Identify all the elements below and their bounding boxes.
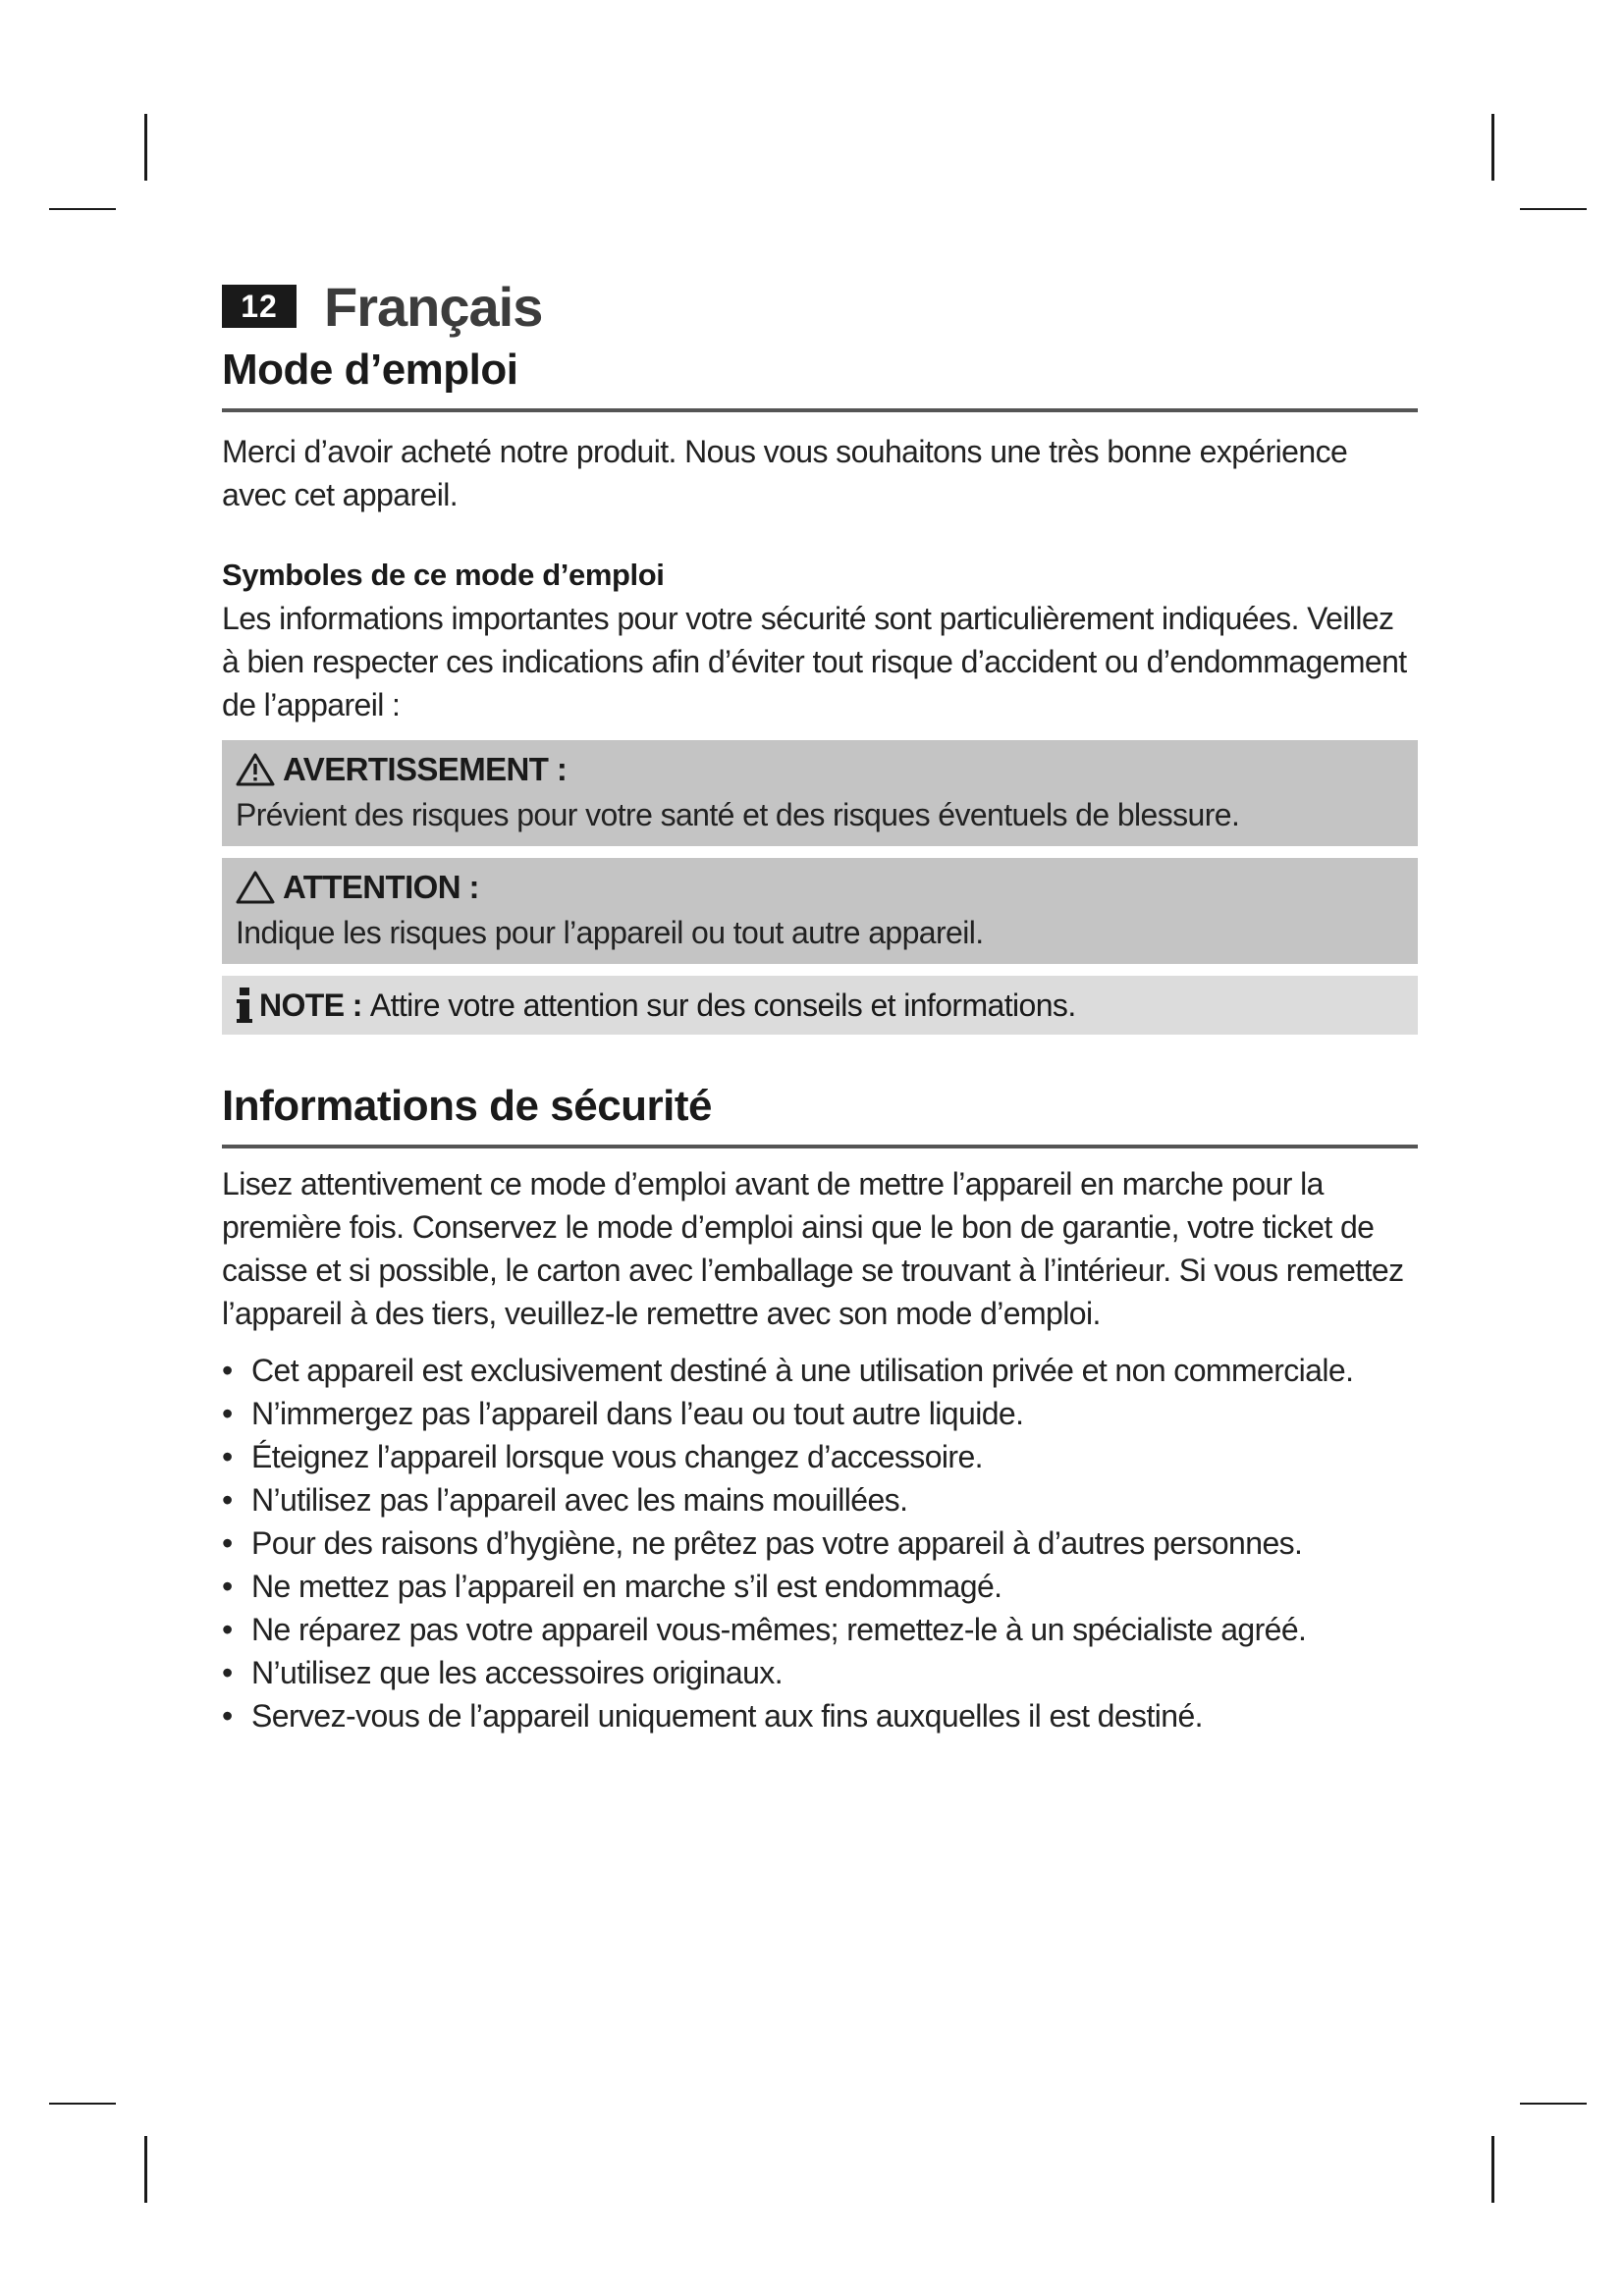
safety-rule — [222, 1145, 1418, 1148]
bullet-symbol: • — [222, 1612, 233, 1647]
bullet-symbol: • — [222, 1525, 233, 1561]
symbols-paragraph: Les informations importantes pour votre sécurité sont particulièrement indiquées. Veillez à bien respecter ces indications afin d’éviter tout risque d’accident ou d’endommagement de l’appareil : — [222, 601, 1407, 722]
crop-mark-top-left-horizontal — [49, 208, 116, 210]
list-item — [222, 1608, 1418, 1651]
list-item-text: Ne mettez pas l’appareil en marche s’il est endommagé. — [251, 1569, 1002, 1604]
page-content — [222, 275, 1418, 1737]
attention-label: ATTENTION : — [283, 869, 479, 905]
bullet-symbol: • — [222, 1396, 233, 1431]
warning-label: AVERTISSEMENT : — [283, 751, 568, 787]
crop-mark-bottom-left-vertical — [144, 2136, 147, 2203]
crop-mark-bottom-right-horizontal — [1520, 2103, 1587, 2105]
safety-heading: Informations de sécurité — [222, 1082, 713, 1130]
crop-mark-bottom-left-horizontal — [49, 2103, 116, 2105]
list-item-text: Servez-vous de l’appareil uniquement aux fins auxquelles il est destiné. — [251, 1698, 1203, 1734]
warning-text: Prévient des risques pour votre santé et des risques éventuels de blessure. — [236, 797, 1240, 832]
bullet-symbol: • — [222, 1353, 233, 1388]
title-rule — [222, 408, 1418, 412]
language-title: Français — [324, 275, 543, 338]
warning-box — [222, 740, 1418, 846]
list-item — [222, 1435, 1418, 1478]
list-item — [222, 1349, 1418, 1392]
attention-title — [236, 864, 1404, 911]
safety-intro: Lisez attentivement ce mode d’emploi avant de mettre l’appareil en marche pour la première fois. Conservez le mode d’emploi ainsi que le bon de garantie, votre ticket de caisse et si possible, le carton avec l’emballage se trouvant à l’intérieur. Si vous remettez l’appareil à des tiers, veuillez-le remettre avec son mode d’emploi. — [222, 1166, 1404, 1331]
crop-mark-top-right-vertical — [1491, 114, 1494, 181]
list-item-text: Éteignez l’appareil lorsque vous changez d’accessoire. — [251, 1439, 983, 1474]
info-icon — [236, 986, 253, 1025]
list-item-text: N’immergez pas l’appareil dans l’eau ou tout autre liquide. — [251, 1396, 1024, 1431]
list-item — [222, 1522, 1418, 1565]
language-header — [222, 275, 1418, 338]
warning-title — [236, 746, 1404, 793]
bullet-symbol: • — [222, 1569, 233, 1604]
list-item-text: N’utilisez pas l’appareil avec les mains mouillées. — [251, 1482, 908, 1518]
list-item — [222, 1651, 1418, 1694]
bullet-symbol: • — [222, 1698, 233, 1734]
note-label: NOTE : — [259, 987, 362, 1023]
crop-mark-top-right-horizontal — [1520, 208, 1587, 210]
list-item — [222, 1694, 1418, 1737]
page-number: 12 — [222, 285, 297, 328]
list-item — [222, 1392, 1418, 1435]
list-item-text: Cet appareil est exclusivement destiné à une utilisation privée et non commerciale. — [251, 1353, 1354, 1388]
safety-list — [222, 1349, 1418, 1737]
caution-triangle-icon — [236, 870, 275, 905]
list-item-text: Ne réparez pas votre appareil vous-mêmes; remettez-le à un spécialiste agréé. — [251, 1612, 1307, 1647]
attention-text: Indique les risques pour l’appareil ou tout autre appareil. — [236, 915, 984, 950]
bullet-symbol: • — [222, 1655, 233, 1690]
page-title: Mode d’emploi — [222, 346, 518, 394]
list-item — [222, 1565, 1418, 1608]
note-box — [222, 976, 1418, 1035]
bullet-symbol: • — [222, 1482, 233, 1518]
intro-paragraph: Merci d’avoir acheté notre produit. Nous vous souhaitons une très bonne expérience avec cet appareil. — [222, 434, 1348, 512]
note-line — [236, 984, 1404, 1027]
list-item-text: Pour des raisons d’hygiène, ne prêtez pas votre appareil à d’autres personnes. — [251, 1525, 1303, 1561]
attention-box — [222, 858, 1418, 964]
crop-mark-top-left-vertical — [144, 114, 147, 181]
list-item-text: N’utilisez que les accessoires originaux. — [251, 1655, 783, 1690]
bullet-symbol: • — [222, 1439, 233, 1474]
crop-mark-bottom-right-vertical — [1491, 2136, 1494, 2203]
note-text: Attire votre attention sur des conseils et informations. — [369, 987, 1076, 1023]
list-item — [222, 1478, 1418, 1522]
warning-triangle-icon — [236, 752, 275, 787]
symbols-heading: Symboles de ce mode d’emploi — [222, 558, 665, 592]
